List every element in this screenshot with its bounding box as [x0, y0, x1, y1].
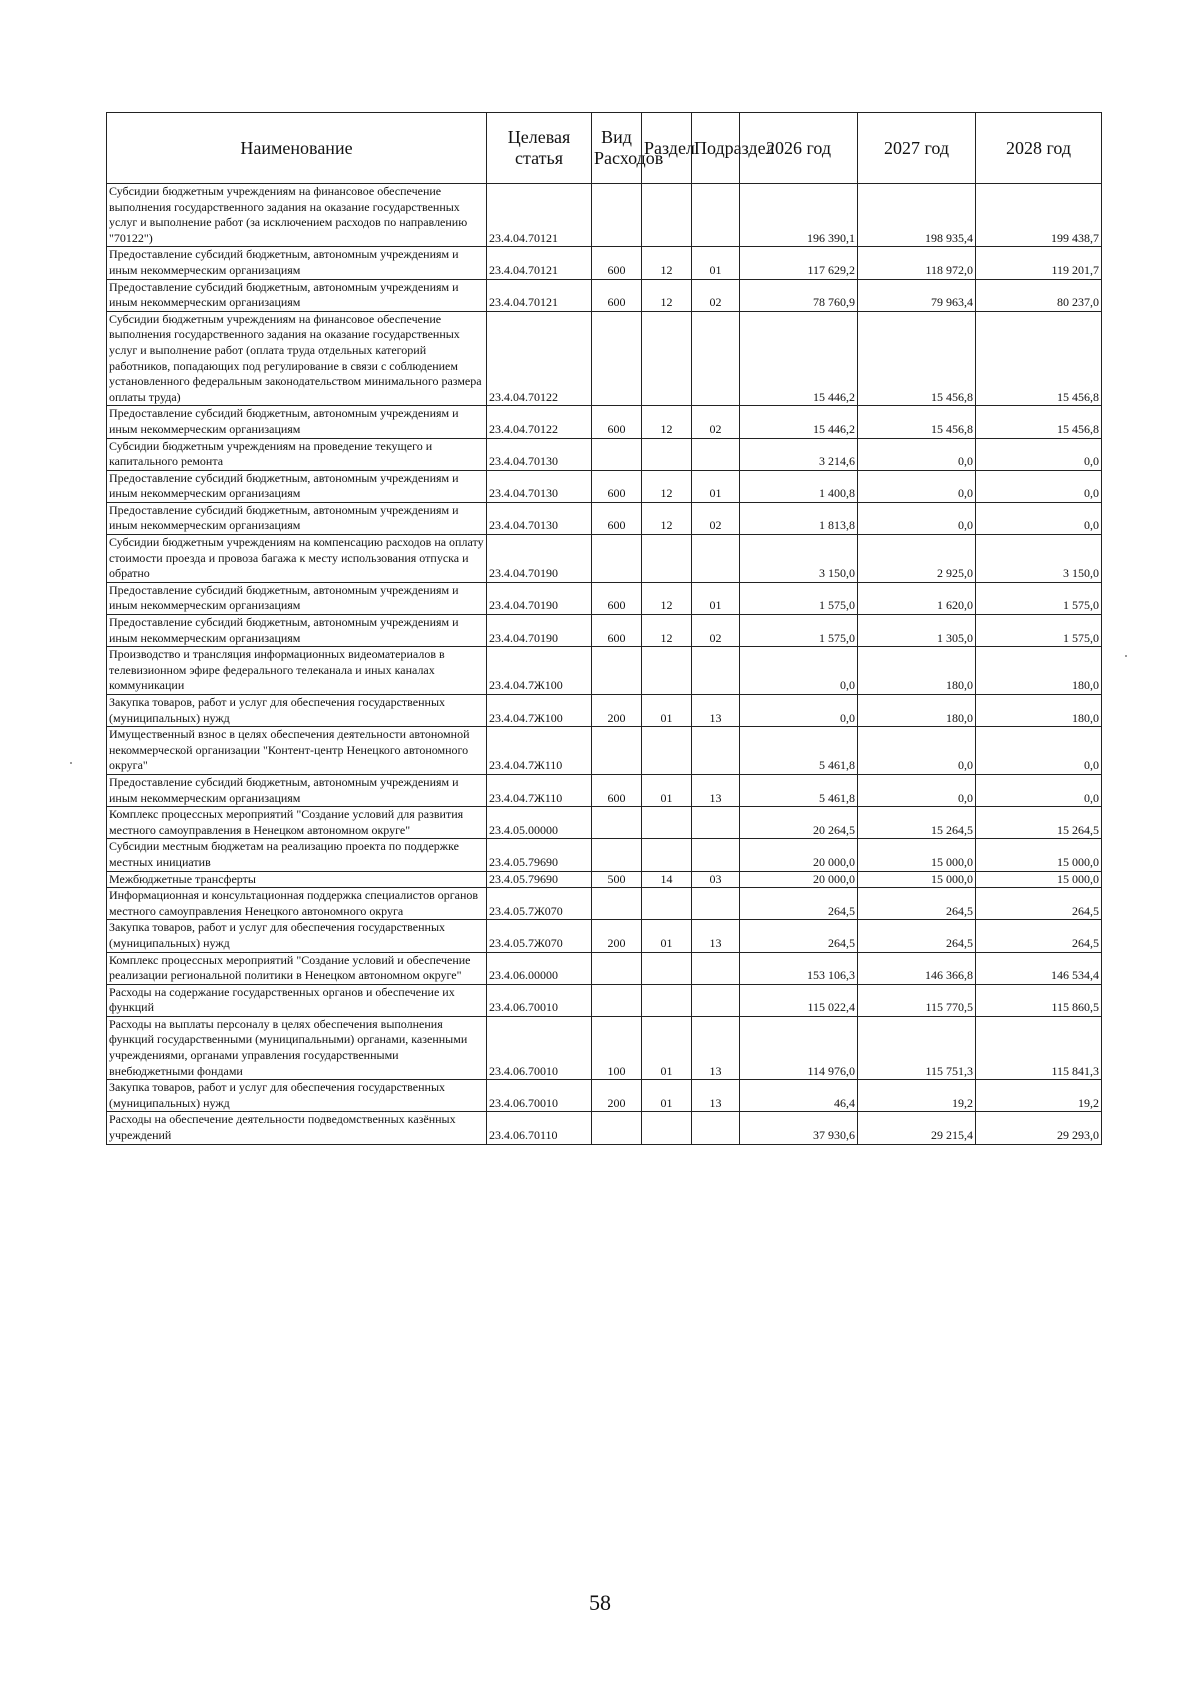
header-name: Наименование [107, 113, 487, 184]
row-name: Предоставление субсидий бюджетным, автономным учреждениям и иным некоммерческим организациям [107, 247, 487, 279]
row-value-2027: 198 935,4 [858, 184, 976, 247]
row-podr: 01 [692, 470, 740, 502]
page-number: 58 [589, 1590, 611, 1615]
row-code: 23.4.04.70122 [487, 406, 592, 438]
row-vid: 600 [592, 582, 642, 614]
row-code: 23.4.06.00000 [487, 952, 592, 984]
header-code: Целевая статья [487, 113, 592, 184]
row-podr: 01 [692, 247, 740, 279]
row-razd: 01 [642, 1080, 692, 1112]
row-value-2026: 3 214,6 [740, 438, 858, 470]
row-name: Комплекс процессных мероприятий "Создание условий для развития местного самоуправления в Ненецком автономном округе" [107, 807, 487, 839]
row-podr [692, 888, 740, 920]
row-code: 23.4.04.70121 [487, 184, 592, 247]
row-code: 23.4.05.00000 [487, 807, 592, 839]
table-row [107, 888, 1102, 920]
row-podr [692, 1112, 740, 1144]
row-value-2028: 0,0 [976, 774, 1102, 806]
row-value-2027: 19,2 [858, 1080, 976, 1112]
row-podr [692, 535, 740, 583]
row-vid [592, 984, 642, 1016]
row-podr: 13 [692, 695, 740, 727]
row-razd: 01 [642, 1016, 692, 1079]
row-value-2028: 146 534,4 [976, 952, 1102, 984]
row-vid: 600 [592, 502, 642, 534]
row-code: 23.4.05.7Ж070 [487, 920, 592, 952]
table-row [107, 1080, 1102, 1112]
row-value-2027: 264,5 [858, 888, 976, 920]
row-razd: 12 [642, 502, 692, 534]
row-value-2027: 118 972,0 [858, 247, 976, 279]
row-value-2028: 0,0 [976, 470, 1102, 502]
row-code: 23.4.04.7Ж110 [487, 774, 592, 806]
row-value-2028: 0,0 [976, 727, 1102, 775]
row-value-2027: 15 000,0 [858, 871, 976, 888]
row-value-2026: 196 390,1 [740, 184, 858, 247]
row-value-2026: 264,5 [740, 888, 858, 920]
row-podr [692, 311, 740, 406]
row-code: 23.4.04.70190 [487, 535, 592, 583]
row-value-2027: 180,0 [858, 695, 976, 727]
header-razd: Раздел [642, 113, 692, 184]
row-value-2027: 0,0 [858, 502, 976, 534]
header-podr: Подраздел [692, 113, 740, 184]
row-name: Предоставление субсидий бюджетным, автономным учреждениям и иным некоммерческим организациям [107, 582, 487, 614]
table-row [107, 1112, 1102, 1144]
row-value-2028: 3 150,0 [976, 535, 1102, 583]
row-vid [592, 839, 642, 871]
header-2028: 2028 год [976, 113, 1102, 184]
row-podr: 02 [692, 502, 740, 534]
table-row [107, 311, 1102, 406]
row-value-2028: 115 860,5 [976, 984, 1102, 1016]
row-value-2028: 15 000,0 [976, 839, 1102, 871]
row-name: Расходы на выплаты персоналу в целях обеспечения выполнения функций государственными (муниципальными) органами, казенными учреждениями, органами управления государственными внебюджетными фондами [107, 1016, 487, 1079]
row-podr [692, 438, 740, 470]
row-code: 23.4.04.70130 [487, 470, 592, 502]
row-name: Закупка товаров, работ и услуг для обеспечения государственных (муниципальных) нужд [107, 920, 487, 952]
row-value-2026: 1 400,8 [740, 470, 858, 502]
row-vid [592, 311, 642, 406]
table-row [107, 1016, 1102, 1079]
table-row [107, 952, 1102, 984]
row-razd: 12 [642, 406, 692, 438]
row-name: Имущественный взнос в целях обеспечения деятельности автономной некоммерческой организации "Контент-центр Ненецкого автономного округа" [107, 727, 487, 775]
row-value-2026: 20 000,0 [740, 871, 858, 888]
row-value-2026: 114 976,0 [740, 1016, 858, 1079]
row-vid: 100 [592, 1016, 642, 1079]
row-name: Закупка товаров, работ и услуг для обеспечения государственных (муниципальных) нужд [107, 1080, 487, 1112]
row-value-2026: 15 446,2 [740, 406, 858, 438]
table-body [107, 184, 1102, 1145]
row-code: 23.4.04.70121 [487, 247, 592, 279]
row-name: Расходы на обеспечение деятельности подведомственных казённых учреждений [107, 1112, 487, 1144]
row-vid [592, 727, 642, 775]
row-code: 23.4.04.7Ж110 [487, 727, 592, 775]
row-podr: 13 [692, 1080, 740, 1112]
table-row [107, 871, 1102, 888]
row-value-2027: 29 215,4 [858, 1112, 976, 1144]
row-value-2028: 180,0 [976, 647, 1102, 695]
row-vid: 600 [592, 247, 642, 279]
table-row [107, 502, 1102, 534]
row-razd [642, 807, 692, 839]
table-row [107, 184, 1102, 247]
row-vid: 600 [592, 470, 642, 502]
row-podr [692, 184, 740, 247]
row-value-2028: 1 575,0 [976, 615, 1102, 647]
table-row [107, 535, 1102, 583]
row-code: 23.4.06.70010 [487, 1080, 592, 1112]
row-vid: 500 [592, 871, 642, 888]
row-vid: 200 [592, 1080, 642, 1112]
row-code: 23.4.06.70010 [487, 984, 592, 1016]
row-value-2028: 264,5 [976, 920, 1102, 952]
row-vid [592, 184, 642, 247]
row-value-2028: 19,2 [976, 1080, 1102, 1112]
row-podr: 13 [692, 774, 740, 806]
row-vid: 600 [592, 615, 642, 647]
row-value-2028: 15 456,8 [976, 311, 1102, 406]
row-value-2028: 115 841,3 [976, 1016, 1102, 1079]
row-value-2028: 0,0 [976, 502, 1102, 534]
row-code: 23.4.04.70121 [487, 279, 592, 311]
row-razd: 01 [642, 774, 692, 806]
row-value-2028: 119 201,7 [976, 247, 1102, 279]
row-value-2027: 146 366,8 [858, 952, 976, 984]
row-name: Субсидии бюджетным учреждениям на финансовое обеспечение выполнения государственного задания на оказание государственных услуг и выполнение работ (за исключением расходов по направлению "70122") [107, 184, 487, 247]
row-value-2026: 0,0 [740, 647, 858, 695]
row-podr: 02 [692, 615, 740, 647]
row-razd: 12 [642, 247, 692, 279]
row-razd [642, 727, 692, 775]
table-row [107, 470, 1102, 502]
row-value-2027: 0,0 [858, 470, 976, 502]
row-razd [642, 984, 692, 1016]
row-name: Производство и трансляция информационных видеоматериалов в телевизионном эфире федерального телеканала и иных каналах коммуникации [107, 647, 487, 695]
row-podr [692, 952, 740, 984]
row-vid: 600 [592, 774, 642, 806]
row-value-2026: 37 930,6 [740, 1112, 858, 1144]
row-razd: 12 [642, 279, 692, 311]
row-vid [592, 535, 642, 583]
row-name: Субсидии бюджетным учреждениям на компенсацию расходов на оплату стоимости проезда и провоза багажа к месту использования отпуска и обратно [107, 535, 487, 583]
row-razd: 01 [642, 920, 692, 952]
row-code: 23.4.05.79690 [487, 871, 592, 888]
row-name: Предоставление субсидий бюджетным, автономным учреждениям и иным некоммерческим организациям [107, 774, 487, 806]
row-razd [642, 647, 692, 695]
row-podr: 03 [692, 871, 740, 888]
table-row [107, 279, 1102, 311]
row-razd: 12 [642, 615, 692, 647]
scan-speck [1125, 655, 1127, 657]
row-name: Субсидии бюджетным учреждениям на финансовое обеспечение выполнения государственного задания на оказание государственных услуг и выполнение работ (оплата труда отдельных категорий работников, попадающих под регулирование в связи с соблюдением установленного федеральным законодательством минимального размера оплаты труда) [107, 311, 487, 406]
row-value-2026: 117 629,2 [740, 247, 858, 279]
table-row [107, 920, 1102, 952]
row-code: 23.4.04.70122 [487, 311, 592, 406]
row-vid: 600 [592, 406, 642, 438]
row-value-2026: 1 575,0 [740, 582, 858, 614]
table-row [107, 406, 1102, 438]
table-row [107, 582, 1102, 614]
table-row [107, 984, 1102, 1016]
row-razd [642, 311, 692, 406]
row-code: 23.4.06.70110 [487, 1112, 592, 1144]
row-value-2027: 0,0 [858, 438, 976, 470]
row-value-2028: 15 000,0 [976, 871, 1102, 888]
table-row [107, 839, 1102, 871]
row-code: 23.4.04.7Ж100 [487, 695, 592, 727]
row-code: 23.4.04.70190 [487, 582, 592, 614]
row-value-2026: 1 575,0 [740, 615, 858, 647]
table-row [107, 695, 1102, 727]
row-razd [642, 535, 692, 583]
header-row [107, 113, 1102, 184]
row-razd: 12 [642, 470, 692, 502]
row-code: 23.4.04.7Ж100 [487, 647, 592, 695]
row-razd: 12 [642, 582, 692, 614]
row-value-2028: 15 456,8 [976, 406, 1102, 438]
row-value-2026: 46,4 [740, 1080, 858, 1112]
table-row [107, 807, 1102, 839]
row-name: Информационная и консультационная поддержка специалистов органов местного самоуправления Ненецкого автономного округа [107, 888, 487, 920]
row-name: Закупка товаров, работ и услуг для обеспечения государственных (муниципальных) нужд [107, 695, 487, 727]
row-vid [592, 807, 642, 839]
row-value-2027: 264,5 [858, 920, 976, 952]
row-value-2027: 2 925,0 [858, 535, 976, 583]
row-podr: 13 [692, 920, 740, 952]
row-name: Предоставление субсидий бюджетным, автономным учреждениям и иным некоммерческим организациям [107, 502, 487, 534]
table-row [107, 438, 1102, 470]
row-value-2028: 180,0 [976, 695, 1102, 727]
table-row [107, 774, 1102, 806]
row-code: 23.4.04.70130 [487, 438, 592, 470]
row-value-2027: 115 770,5 [858, 984, 976, 1016]
row-razd [642, 839, 692, 871]
row-podr [692, 647, 740, 695]
row-code: 23.4.06.70010 [487, 1016, 592, 1079]
row-podr [692, 839, 740, 871]
row-value-2026: 20 264,5 [740, 807, 858, 839]
row-name: Субсидии бюджетным учреждениям на проведение текущего и капитального ремонта [107, 438, 487, 470]
row-value-2026: 3 150,0 [740, 535, 858, 583]
row-name: Расходы на содержание государственных органов и обеспечение их функций [107, 984, 487, 1016]
row-podr [692, 984, 740, 1016]
row-value-2027: 1 305,0 [858, 615, 976, 647]
budget-table [106, 112, 1102, 1145]
row-code: 23.4.05.7Ж070 [487, 888, 592, 920]
table-row [107, 247, 1102, 279]
row-value-2028: 1 575,0 [976, 582, 1102, 614]
row-value-2027: 79 963,4 [858, 279, 976, 311]
row-name: Предоставление субсидий бюджетным, автономным учреждениям и иным некоммерческим организациям [107, 406, 487, 438]
row-value-2027: 15 000,0 [858, 839, 976, 871]
row-name: Предоставление субсидий бюджетным, автономным учреждениям и иным некоммерческим организациям [107, 470, 487, 502]
row-value-2026: 153 106,3 [740, 952, 858, 984]
header-2026: 2026 год [740, 113, 858, 184]
header-2027: 2027 год [858, 113, 976, 184]
row-name: Предоставление субсидий бюджетным, автономным учреждениям и иным некоммерческим организациям [107, 615, 487, 647]
header-vid: Вид Расходов [592, 113, 642, 184]
row-podr [692, 727, 740, 775]
row-value-2028: 264,5 [976, 888, 1102, 920]
row-vid: 200 [592, 920, 642, 952]
row-vid [592, 438, 642, 470]
row-value-2027: 0,0 [858, 774, 976, 806]
row-value-2026: 5 461,8 [740, 727, 858, 775]
row-name: Субсидии местным бюджетам на реализацию проекта по поддержке местных инициатив [107, 839, 487, 871]
row-razd [642, 888, 692, 920]
row-value-2028: 80 237,0 [976, 279, 1102, 311]
row-razd [642, 438, 692, 470]
row-value-2027: 1 620,0 [858, 582, 976, 614]
row-value-2027: 15 264,5 [858, 807, 976, 839]
row-value-2026: 0,0 [740, 695, 858, 727]
row-code: 23.4.04.70130 [487, 502, 592, 534]
row-value-2026: 15 446,2 [740, 311, 858, 406]
row-podr: 01 [692, 582, 740, 614]
row-name: Комплекс процессных мероприятий "Создание условий и обеспечение реализации региональной политики в Ненецком автономном округе" [107, 952, 487, 984]
row-value-2026: 115 022,4 [740, 984, 858, 1016]
row-value-2028: 15 264,5 [976, 807, 1102, 839]
row-podr [692, 807, 740, 839]
row-razd [642, 184, 692, 247]
table-row [107, 727, 1102, 775]
row-value-2026: 5 461,8 [740, 774, 858, 806]
row-value-2027: 115 751,3 [858, 1016, 976, 1079]
row-podr: 02 [692, 279, 740, 311]
row-code: 23.4.05.79690 [487, 839, 592, 871]
row-vid [592, 888, 642, 920]
row-value-2028: 199 438,7 [976, 184, 1102, 247]
row-podr: 13 [692, 1016, 740, 1079]
row-razd: 01 [642, 695, 692, 727]
row-vid: 600 [592, 279, 642, 311]
row-vid [592, 1112, 642, 1144]
row-value-2028: 0,0 [976, 438, 1102, 470]
row-name: Предоставление субсидий бюджетным, автономным учреждениям и иным некоммерческим организациям [107, 279, 487, 311]
row-vid: 200 [592, 695, 642, 727]
row-value-2027: 15 456,8 [858, 311, 976, 406]
row-value-2027: 15 456,8 [858, 406, 976, 438]
scan-speck [70, 762, 72, 764]
row-name: Межбюджетные трансферты [107, 871, 487, 888]
table-row [107, 647, 1102, 695]
row-value-2026: 20 000,0 [740, 839, 858, 871]
row-podr: 02 [692, 406, 740, 438]
row-razd: 14 [642, 871, 692, 888]
table-row [107, 615, 1102, 647]
row-razd [642, 1112, 692, 1144]
row-value-2027: 0,0 [858, 727, 976, 775]
row-value-2026: 1 813,8 [740, 502, 858, 534]
row-vid [592, 952, 642, 984]
row-value-2028: 29 293,0 [976, 1112, 1102, 1144]
row-value-2027: 180,0 [858, 647, 976, 695]
row-razd [642, 952, 692, 984]
row-code: 23.4.04.70190 [487, 615, 592, 647]
row-value-2026: 264,5 [740, 920, 858, 952]
row-value-2026: 78 760,9 [740, 279, 858, 311]
row-vid [592, 647, 642, 695]
